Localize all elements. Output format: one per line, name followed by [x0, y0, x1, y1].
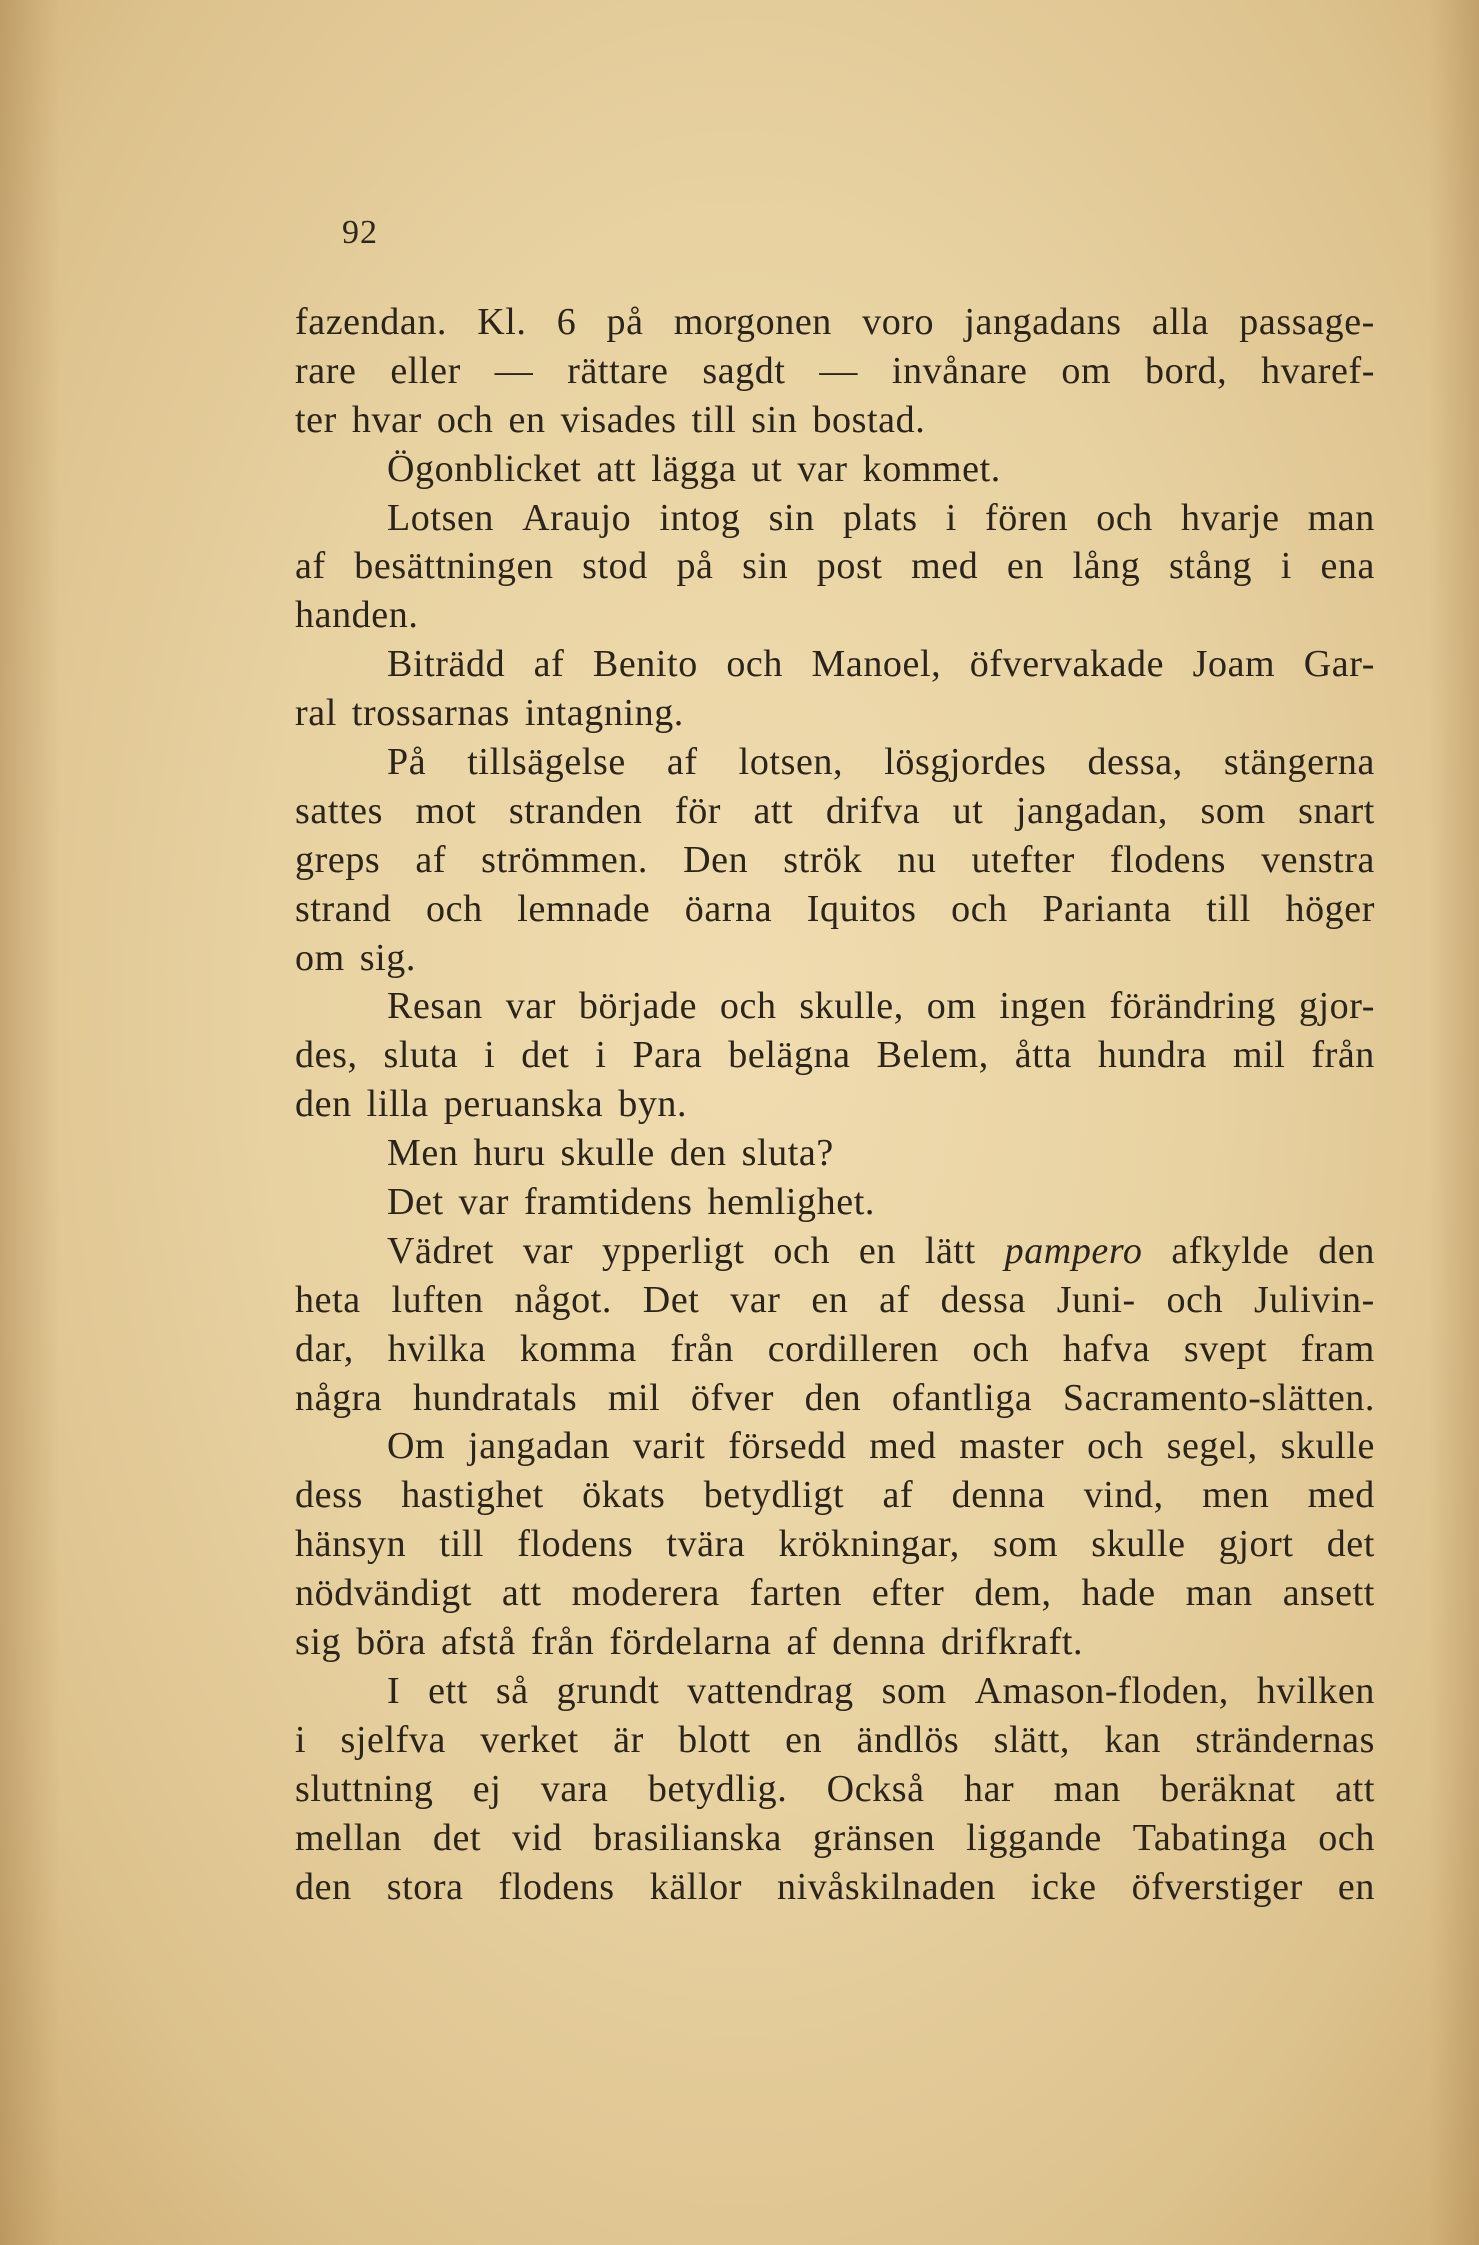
body-text	[295, 298, 1375, 1911]
text-word: sig.	[359, 936, 417, 979]
text-word: en	[508, 398, 546, 441]
text-word: lotsen,	[738, 741, 844, 784]
text-word: i	[484, 1034, 496, 1077]
text-word: ofantliga	[891, 1376, 1033, 1419]
text-word: höger	[1285, 887, 1375, 930]
text-word: dessa	[940, 1278, 1026, 1321]
text-line	[295, 1374, 1375, 1423]
text-word: Tabatinga	[1132, 1816, 1288, 1859]
text-word: och	[1318, 1816, 1375, 1859]
text-word: hvarje	[1181, 496, 1280, 539]
text-line	[295, 1471, 1375, 1520]
text-line	[295, 1716, 1375, 1765]
text-word: hvar	[351, 398, 422, 441]
text-word: sin	[742, 545, 789, 588]
text-word: hafva	[1062, 1327, 1151, 1370]
text-word: ändlös	[856, 1718, 960, 1761]
text-line	[295, 1276, 1375, 1325]
text-word: Om	[387, 1425, 446, 1468]
text-word: sig	[295, 1621, 342, 1664]
text-word: nu	[897, 838, 937, 881]
text-word: denna	[951, 1474, 1046, 1517]
text-word: öfver	[690, 1376, 775, 1419]
text-word: hastighet	[401, 1474, 544, 1517]
text-word: skulle	[1280, 1425, 1375, 1468]
text-line	[295, 1814, 1375, 1863]
text-word: vind,	[1083, 1474, 1164, 1517]
text-word: öarna	[684, 887, 773, 930]
text-word: hemlighet.	[707, 1181, 875, 1224]
text-word: afkylde	[1171, 1229, 1290, 1272]
text-word: ett	[428, 1669, 468, 1712]
text-word: hvilka	[387, 1327, 487, 1370]
text-word: 6	[556, 301, 577, 343]
text-word: förändring	[1109, 985, 1277, 1028]
text-word: gjor-	[1298, 985, 1375, 1028]
text-line	[295, 1863, 1375, 1912]
text-word: att	[753, 789, 794, 832]
text-word: med	[1307, 1474, 1375, 1517]
text-word: af	[295, 545, 326, 588]
text-word: Amason-floden,	[974, 1669, 1229, 1712]
text-word: från	[670, 1327, 735, 1370]
text-word: alla	[1151, 301, 1210, 343]
text-word: byn.	[618, 1083, 688, 1126]
text-word: man	[1185, 1572, 1253, 1615]
text-word: stängerna	[1223, 741, 1375, 784]
text-word: handen.	[295, 594, 419, 637]
text-word: den	[669, 1132, 727, 1175]
text-word: rare	[295, 349, 357, 392]
text-word: hundratals	[412, 1376, 578, 1419]
text-word: bostad.	[812, 398, 926, 441]
text-word: att	[501, 1572, 542, 1615]
text-word: sjelfva	[340, 1718, 446, 1761]
text-word: af	[786, 1621, 818, 1664]
text-word: intagning.	[524, 692, 684, 735]
text-word: dess	[295, 1474, 363, 1517]
text-word: icke	[1030, 1865, 1097, 1908]
page-number: 92	[342, 214, 378, 251]
text-word: moderera	[571, 1572, 720, 1615]
text-word: till	[1206, 887, 1251, 930]
text-line	[295, 1667, 1375, 1716]
text-word: segel,	[1166, 1425, 1258, 1468]
text-word: sattes	[295, 789, 384, 832]
text-word: för	[674, 789, 722, 832]
text-word: farten	[749, 1572, 842, 1615]
text-word: kommet.	[862, 447, 1001, 490]
text-word: framtidens	[524, 1181, 693, 1224]
text-word: brasilianska	[593, 1816, 782, 1859]
text-word: strök	[783, 838, 863, 881]
text-word: och	[1166, 1278, 1224, 1321]
text-line	[295, 1569, 1375, 1618]
text-word: om	[1061, 349, 1112, 392]
text-word: passage-	[1239, 301, 1375, 343]
text-word: Iquitos	[806, 887, 917, 930]
text-word: ral	[295, 692, 337, 735]
text-word: fördelarna	[609, 1621, 772, 1664]
text-word: började	[578, 985, 698, 1028]
text-word: försedd	[728, 1425, 847, 1468]
text-word: pampero	[1004, 1229, 1143, 1272]
text-word: ej	[472, 1767, 502, 1810]
text-word: och	[436, 398, 494, 441]
text-word: gränsen	[812, 1816, 936, 1859]
text-word: jangadans	[964, 301, 1122, 343]
text-word: en	[858, 1229, 896, 1272]
text-word: öfverstiger	[1131, 1865, 1303, 1908]
text-word: tvära	[666, 1523, 746, 1566]
text-line	[295, 1765, 1375, 1814]
text-word: grundt	[556, 1669, 660, 1712]
text-word: stora	[386, 1865, 464, 1908]
text-word: Parianta	[1042, 887, 1172, 930]
text-word: jangadan,	[1015, 789, 1168, 832]
text-word: i	[945, 496, 957, 539]
text-word: Sacramento-slätten.	[1062, 1376, 1375, 1419]
text-word: ena	[1320, 545, 1375, 588]
text-word: ypperligt	[601, 1229, 745, 1272]
text-word: kan	[1104, 1718, 1162, 1761]
text-word: tillsägelse	[467, 741, 626, 784]
text-word: Manoel,	[811, 643, 942, 686]
text-word: bord,	[1145, 349, 1228, 392]
text-line	[295, 787, 1375, 836]
text-word: men	[1202, 1474, 1270, 1517]
text-word: stranden	[508, 789, 643, 832]
text-word: beräknat	[1160, 1767, 1296, 1810]
text-word: lösgjordes	[884, 741, 1047, 784]
text-line	[295, 1422, 1375, 1471]
text-word: Julivin-	[1253, 1278, 1375, 1321]
text-word: fören	[984, 496, 1069, 539]
text-word: Araujo	[522, 496, 632, 539]
text-word: på	[676, 545, 714, 588]
text-word: post	[816, 545, 883, 588]
text-word: man	[1053, 1767, 1121, 1810]
text-word: åtta	[1014, 1034, 1072, 1077]
text-word: och	[719, 985, 777, 1028]
text-word: plats	[842, 496, 918, 539]
text-word: lilla	[366, 1083, 429, 1126]
text-word: betydlig.	[647, 1767, 788, 1810]
text-word: i	[295, 1718, 307, 1761]
text-word: strömmen.	[481, 838, 649, 881]
text-word: svept	[1183, 1327, 1268, 1370]
text-word: af	[666, 741, 698, 784]
text-word: flodens	[498, 1865, 615, 1908]
text-word: källor	[649, 1865, 742, 1908]
text-word: Det	[387, 1181, 444, 1224]
text-word: att	[596, 447, 637, 490]
text-word: hvilken	[1256, 1669, 1375, 1712]
text-word: flodens	[517, 1523, 634, 1566]
text-word: nivåskilnaden	[777, 1865, 996, 1908]
text-word: liggande	[966, 1816, 1102, 1859]
text-word: master	[959, 1425, 1065, 1468]
text-line	[295, 347, 1375, 396]
text-word: morgonen	[673, 301, 832, 343]
text-word: Benito	[592, 643, 698, 686]
text-word: om	[295, 936, 345, 979]
text-word: skulle	[560, 1132, 655, 1175]
text-word: des,	[295, 1034, 358, 1077]
text-line	[295, 1080, 1375, 1129]
text-word: jangadan	[468, 1425, 610, 1468]
text-line	[295, 1129, 1375, 1178]
text-word: lemnade	[517, 887, 651, 930]
text-word: eller	[390, 349, 461, 392]
text-word: i	[595, 1034, 607, 1077]
text-word: en	[785, 1718, 823, 1761]
text-word: var	[797, 447, 848, 490]
text-word: cordilleren	[767, 1327, 939, 1370]
text-word: skulle,	[799, 985, 904, 1028]
text-word: var	[730, 1278, 781, 1321]
text-word: varit	[632, 1425, 706, 1468]
text-word: var	[458, 1181, 509, 1224]
text-line	[295, 542, 1375, 591]
text-word: Biträdd	[387, 643, 506, 686]
text-word: och	[972, 1327, 1030, 1370]
text-word: visades	[560, 398, 677, 441]
text-word: Juni-	[1056, 1278, 1136, 1321]
text-word: slätt,	[993, 1718, 1071, 1761]
text-word: ut	[952, 789, 984, 832]
text-word: mot	[415, 789, 477, 832]
text-word: trossarnas	[351, 692, 510, 735]
text-word: Gar-	[1303, 643, 1375, 686]
text-word: sluttning	[295, 1767, 434, 1810]
text-word: vara	[540, 1767, 609, 1810]
text-word: några	[295, 1376, 383, 1419]
text-word: Lotsen	[387, 496, 495, 539]
text-word: verket	[480, 1718, 579, 1761]
text-word: blott	[678, 1718, 751, 1761]
text-word: den	[295, 1083, 352, 1126]
text-word: mellan	[295, 1816, 403, 1859]
text-word: betydligt	[703, 1474, 845, 1517]
text-word: vattendrag	[687, 1669, 854, 1712]
text-line	[295, 836, 1375, 885]
text-word: Också	[826, 1767, 925, 1810]
text-word: dar,	[295, 1327, 354, 1370]
text-word: Ögonblicket	[387, 447, 582, 490]
text-line	[295, 738, 1375, 787]
text-line	[295, 1520, 1375, 1569]
text-word: vid	[512, 1816, 563, 1859]
text-line	[295, 689, 1375, 738]
text-word: rättare	[567, 349, 669, 392]
text-word: nödvändigt	[295, 1572, 472, 1615]
text-word: voro	[862, 301, 935, 343]
text-word: Men	[387, 1132, 459, 1175]
text-word: och	[1096, 496, 1153, 539]
text-word: drifkraft.	[940, 1621, 1084, 1664]
text-word: hundra	[1097, 1034, 1208, 1077]
text-word: strändernas	[1195, 1718, 1375, 1761]
text-word: Det	[642, 1278, 700, 1321]
text-word: —	[819, 349, 859, 392]
text-word: strand	[295, 887, 392, 930]
text-word: Den	[683, 838, 749, 881]
text-word: en	[1006, 545, 1044, 588]
text-word: af	[533, 643, 565, 686]
text-word: gjort	[1218, 1523, 1294, 1566]
text-word: och	[726, 643, 783, 686]
text-word: ökats	[582, 1474, 666, 1517]
text-word: en	[1337, 1865, 1375, 1908]
text-word: I	[387, 1669, 401, 1712]
text-line	[295, 1031, 1375, 1080]
text-word: dessa,	[1087, 741, 1183, 784]
text-word: den	[804, 1376, 862, 1419]
text-word: man	[1307, 496, 1375, 539]
text-word: var	[522, 1229, 574, 1272]
text-word: och	[426, 887, 483, 930]
text-line	[295, 396, 1375, 445]
text-line	[295, 934, 1375, 983]
text-word: heta	[295, 1278, 361, 1321]
text-word: en	[811, 1278, 849, 1321]
text-word: att	[1335, 1767, 1375, 1810]
text-word: krökningar,	[778, 1523, 960, 1566]
text-word: stod	[582, 545, 648, 588]
text-word: drifva	[825, 789, 921, 832]
text-word: besättningen	[354, 545, 554, 588]
text-word: flodens	[1109, 838, 1227, 881]
text-word: af	[879, 1278, 910, 1321]
text-word: den	[1318, 1229, 1375, 1272]
text-word: utefter	[971, 838, 1075, 881]
text-word: hade	[1081, 1572, 1156, 1615]
text-word: sagdt	[702, 349, 786, 392]
text-word: lång	[1072, 545, 1141, 588]
text-word: hänsyn	[295, 1523, 407, 1566]
text-line	[295, 1178, 1375, 1227]
text-word: ingen	[999, 985, 1087, 1028]
text-word: skulle	[1091, 1523, 1186, 1566]
text-line	[295, 885, 1375, 934]
text-word: som	[881, 1669, 947, 1712]
text-line	[295, 591, 1375, 640]
text-word: med	[911, 545, 979, 588]
text-line	[295, 298, 1375, 347]
text-word: som	[1200, 789, 1266, 832]
text-word: från	[1311, 1034, 1375, 1077]
text-word: det	[521, 1034, 570, 1077]
text-line	[295, 1227, 1375, 1276]
text-word: och	[773, 1229, 831, 1272]
text-line	[295, 1618, 1375, 1667]
text-word: till	[439, 1523, 485, 1566]
text-word: luften	[391, 1278, 484, 1321]
text-word: ansett	[1282, 1572, 1375, 1615]
text-word: som	[992, 1523, 1059, 1566]
text-word: och	[1087, 1425, 1144, 1468]
text-word: intog	[659, 496, 741, 539]
text-line	[295, 982, 1375, 1031]
text-word: mil	[607, 1376, 661, 1419]
text-word: lätt	[924, 1229, 976, 1272]
text-word: mil	[1232, 1034, 1286, 1077]
text-word: Joam	[1192, 643, 1276, 686]
text-word: afstå	[441, 1621, 516, 1664]
text-word: om	[926, 985, 977, 1028]
text-word: huru	[473, 1132, 546, 1175]
text-word: Para	[632, 1034, 703, 1077]
text-word: och	[951, 887, 1008, 930]
text-word: ter	[295, 398, 337, 441]
text-word: har	[963, 1767, 1015, 1810]
text-word: något.	[514, 1278, 613, 1321]
text-word: fazendan.	[295, 301, 448, 343]
text-word: öfvervakade	[969, 643, 1165, 686]
text-word: invånare	[891, 349, 1028, 392]
text-word: venstra	[1261, 838, 1375, 881]
text-word: det	[1326, 1523, 1375, 1566]
text-word: från	[530, 1621, 595, 1664]
text-word: i	[1280, 545, 1292, 588]
text-word: belägna	[728, 1034, 851, 1077]
text-word: peruanska	[443, 1083, 604, 1126]
text-word: greps	[295, 838, 381, 881]
text-word: med	[869, 1425, 937, 1468]
text-word: sin	[768, 496, 815, 539]
text-word: Kl.	[477, 301, 527, 343]
text-word: stång	[1168, 545, 1253, 588]
text-word: snart	[1298, 789, 1375, 832]
text-word: denna	[832, 1621, 926, 1664]
text-word: så	[495, 1669, 529, 1712]
text-word: af	[415, 838, 447, 881]
text-word: sin	[751, 398, 798, 441]
text-word: den	[295, 1865, 352, 1908]
text-word: på	[606, 301, 644, 343]
text-word: det	[432, 1816, 482, 1859]
text-word: Resan	[387, 985, 483, 1028]
text-word: efter	[871, 1572, 945, 1615]
text-word: var	[505, 985, 557, 1028]
text-word: ut	[751, 447, 783, 490]
text-word: fram	[1300, 1327, 1375, 1370]
text-word: —	[494, 349, 534, 392]
text-word: böra	[356, 1621, 427, 1664]
text-line	[295, 1325, 1375, 1374]
text-word: dem,	[974, 1572, 1052, 1615]
text-word: sluta	[383, 1034, 459, 1077]
text-line	[295, 640, 1375, 689]
text-word: sluta?	[741, 1132, 834, 1175]
text-word: är	[613, 1718, 644, 1761]
text-word: af	[882, 1474, 914, 1517]
text-word: Belem,	[876, 1034, 989, 1077]
text-line	[295, 494, 1375, 543]
text-word: Vädret	[387, 1229, 494, 1272]
text-word: komma	[519, 1327, 637, 1370]
text-word: till	[691, 398, 737, 441]
text-word: hvaref-	[1261, 349, 1375, 392]
text-word: På	[387, 741, 427, 784]
text-line	[295, 445, 1375, 494]
text-word: lägga	[651, 447, 737, 490]
